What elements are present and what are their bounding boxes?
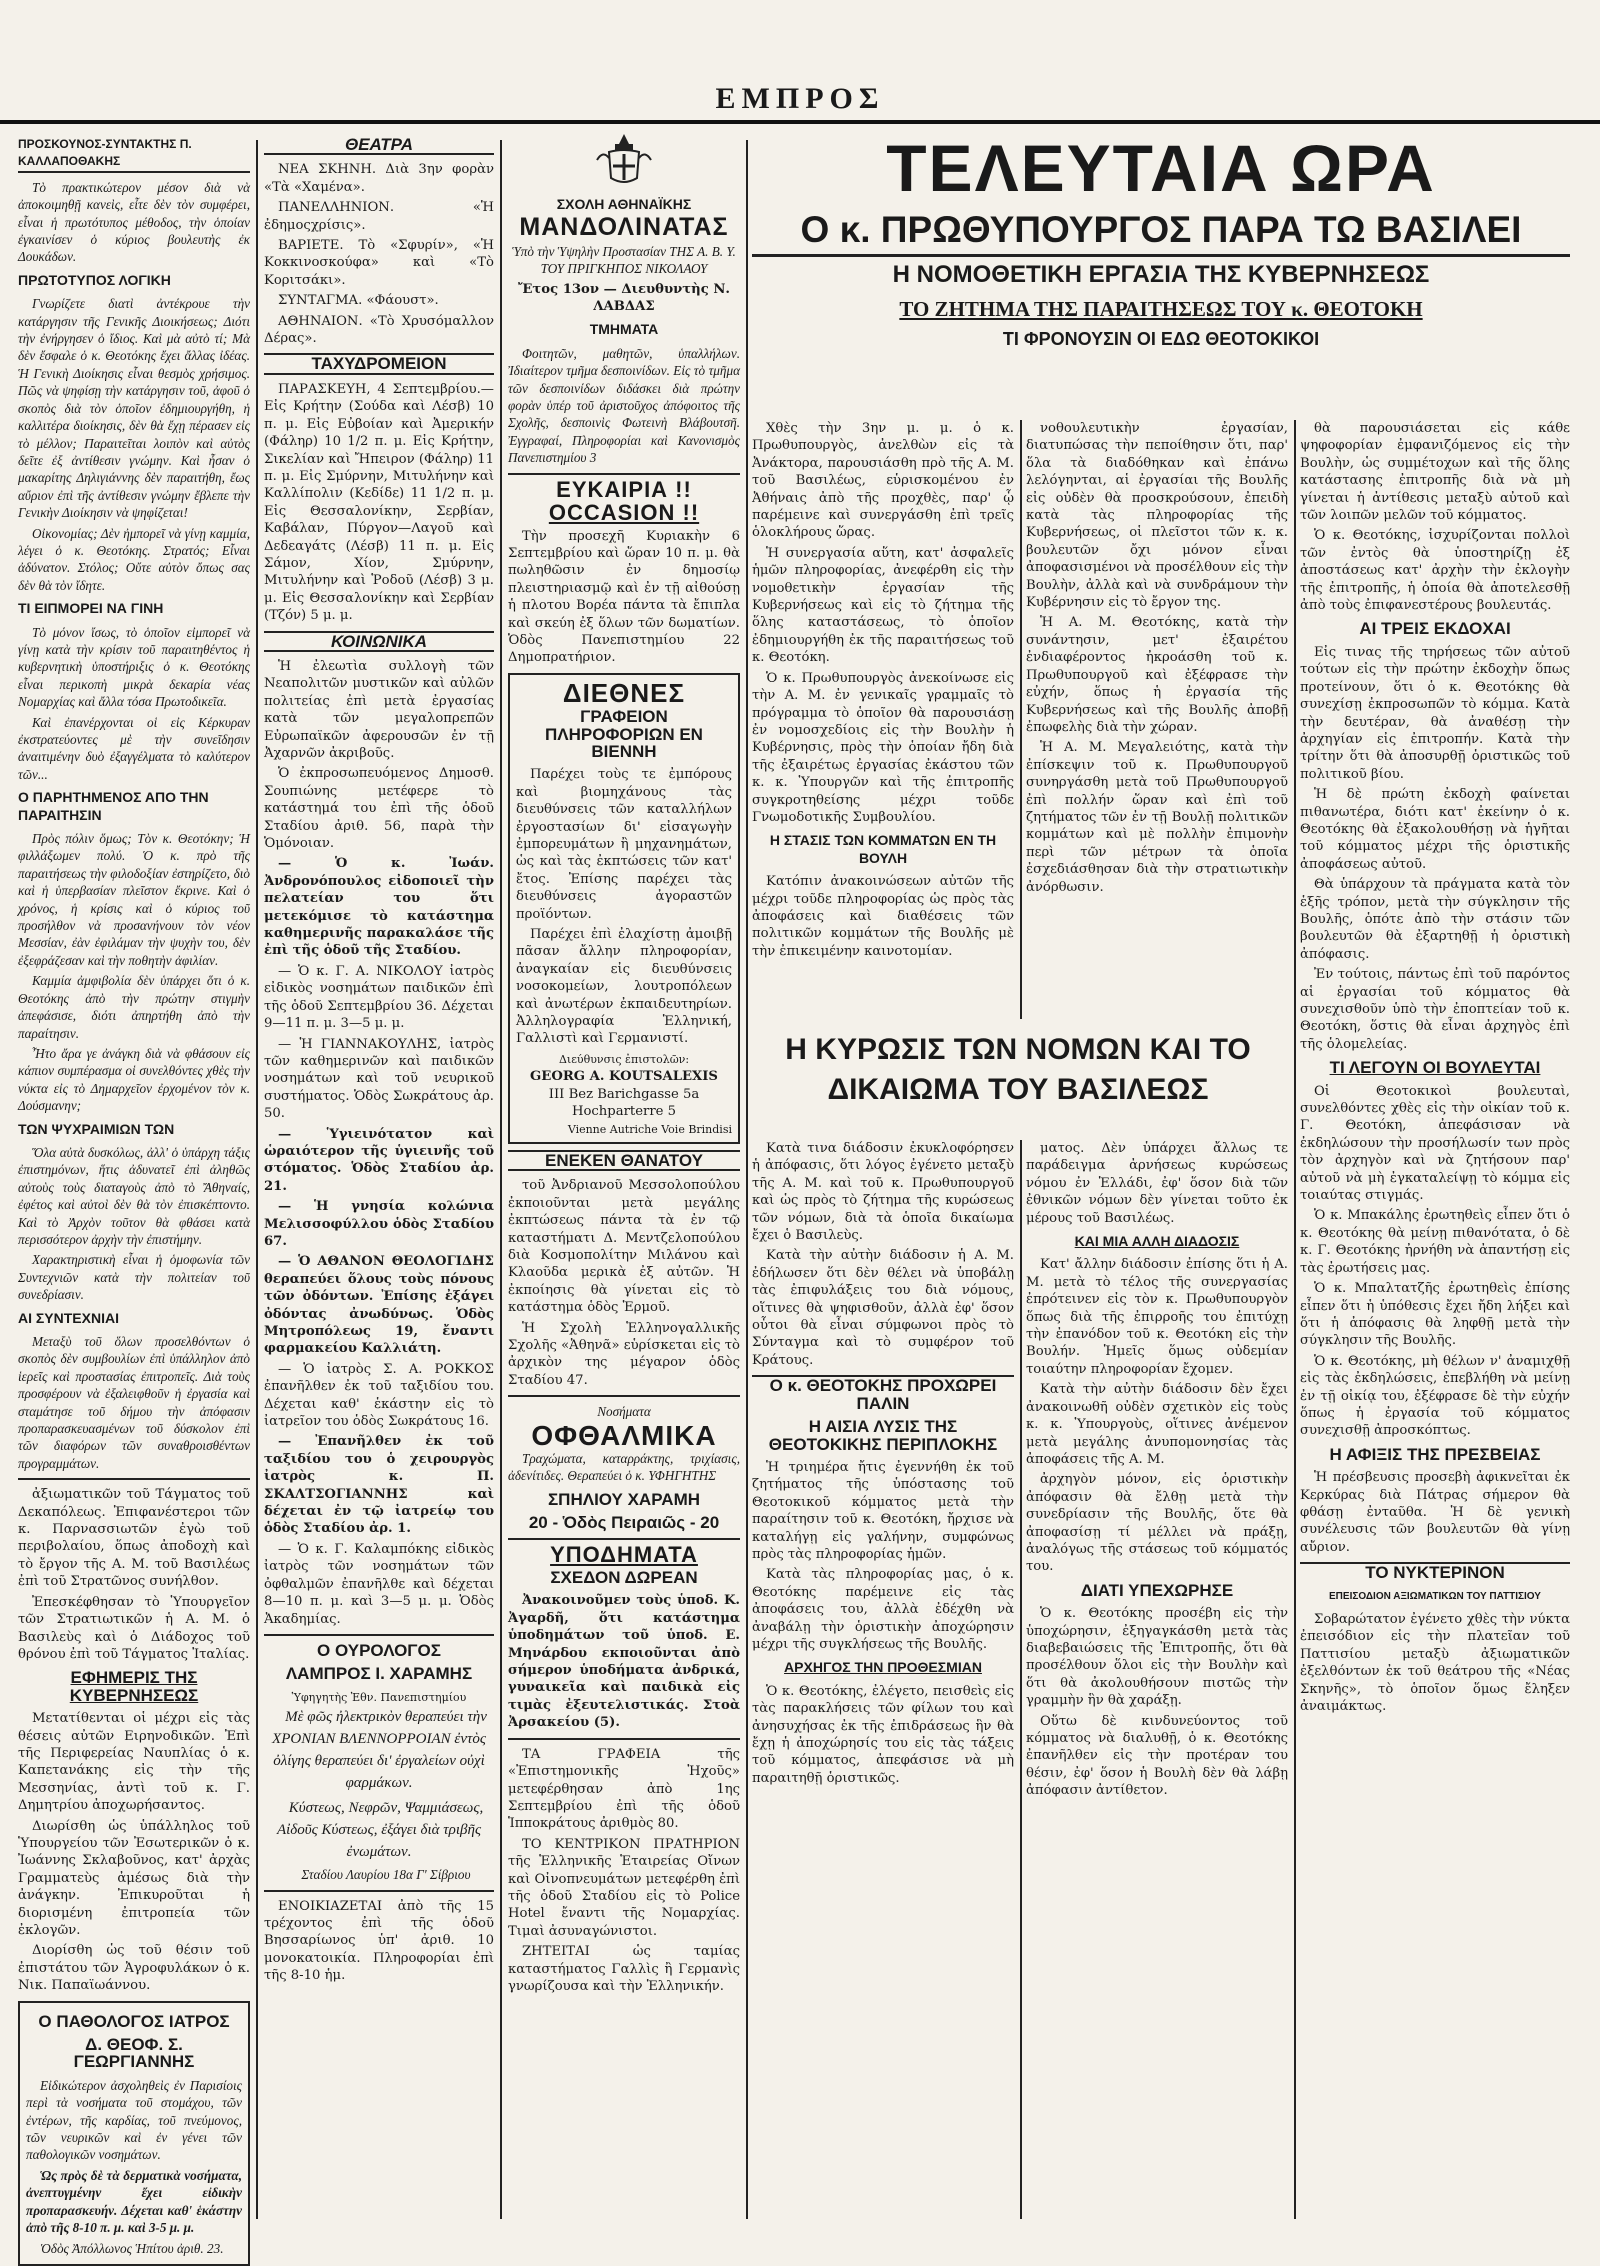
- ad-title: ΕΝΕΚΕΝ ΘΑΝΑΤΟΥ: [508, 1150, 740, 1171]
- ad-address: Vienne Autriche Voie Brindisi: [567, 1122, 732, 1136]
- article-paragraph: — Ἡ ΓΙΑΝΝΑΚΟΥΛΗΣ, ἰατρὸς τῶν καθημερινῶν καὶ παιδικῶν νοσημάτων καὶ τοῦ νευρικοῦ συστήματος. Ὁδὸς Σωκράτους ἀρ. 50.: [264, 1036, 494, 1122]
- article-paragraph: Σοβαρώτατον ἐγένετο χθὲς τὴν νύκτα ἐπεισόδιον εἰς τὴν πλατεῖαν τοῦ Παττισίου μεταξὺ ἀξιωματικῶν ἐξελθόντων ἐκ τοῦ θεάτρου τῆς «Νέας Σκηνῆς», τὸ ὁποῖον ὅμως ἔληξεν ἀναιμάκτως.: [1300, 1612, 1570, 1715]
- article-paragraph: ΠΑΡΑΣΚΕΥΗ, 4 Σεπτεμβρίου.—Εἰς Κρήτην (Σούδα καὶ Λέσβ) 10 π. μ. Εἰς Εὐβοίαν καὶ Ἀμερικήν (Φάληρ) 10 1/2 π. μ. Εἰς Κρήτην, Σικελίαν καὶ Ἤπειρον (Φάληρ) 11 π. μ. Εἰς Σμύρνην, Μιτυλήνην καὶ Καλλίπολιν (Κεδίδε) 11 1/2 π. μ. Εἰς Θεσσαλονίκην, Σερβίαν, Καβάλαν, Πύργον—Λαγοῦ καὶ Δεδεαγάτς (Λέσβ) 11 π. μ. Εἰς Σάμον, Χίον, Σμύρνην, Μιτυλήνην καὶ Ῥοδοῦ (Λέσβ) 3 μ. μ. Εἰς Θεσσαλονίκην καὶ Σερβίαν (Τζόν) 5 μ. μ.: [264, 381, 494, 624]
- article-paragraph: Ὁ ἐκπροσωπευόμενος Δημοσθ. Σουπιώνης μετέφερε τὸ κατάστημά του ἐπὶ τῆς ὁδοῦ Σταδίου ἀριθ. 56, παρὰ τὴν Ὁμόνοιαν.: [264, 766, 494, 852]
- lede-paragraph: Τὸ πρακτικώτερον μέσον διὰ νὰ ἀποκοιμηθῇ κανεὶς, εἶτε δὲν τὸν συμφέρει, εἶναι ἡ πρωτότυπος μέθοδος, τὴν ὁποίαν ἐγκαινίσεν ὁ κύριος βουλευτὴς ἐκ Δουκάδων.: [18, 179, 250, 265]
- column-rule: [1020, 1140, 1022, 2219]
- ad-title: ΜΑΝΔΟΛΙΝΑΤΑΣ: [519, 213, 729, 242]
- article-paragraph: Ὁ κ. Μπαλτατζῆς ἐρωτηθεὶς ἐπίσης εἶπεν ὅτι ἡ ὑπόθεσις ἔχει ἤδη λήξει καὶ ὅτι ἡ ἀπόφασις θὰ ληφθῇ μετὰ τὴν σύγκλησιν τῆς Βουλῆς.: [1300, 1281, 1570, 1349]
- headline: Η ΝΟΜΟΘΕΤΙΚΗ ΕΡΓΑΣΙΑ ΤΗΣ ΚΥΒΕΡΝΗΣΕΩΣ: [892, 261, 1430, 288]
- article-paragraph: Οἰκονομίας; Δὲν ἠμπορεῖ νὰ γίνῃ καμμία, λέγει ὁ κ. Θεοτόκης. Στρατός; Εἶναι ἀδύνατον. Στόλος; Οὔτε αὐτὸν ὄπως σας δὲν θὰ τὸν ἴδητε.: [18, 525, 250, 593]
- ad-subtitle: ΣΧΕΔΟΝ ΔΩΡΕΑΝ: [550, 1568, 698, 1588]
- ad-box-diethnes: [508, 673, 740, 1144]
- ad-title: ΔΙΕΘΝΕΣ: [562, 677, 686, 708]
- article-paragraph: Τὸ μόνον ἴσως, τὸ ὁποῖον εἰμπορεῖ νὰ γίνῃ κατὰ τὴν κρίσιν τοῦ παραιτηθέντος ἡ κυβερνητικὴ ὑποστήριξις ὁ κ. Θεοτόκης εἶναι περικοπὴ μικρὰ δεκαρία νέας Νομαρχίας καὶ ἄλλα τόσα Πρωτοδικεῖα.: [18, 624, 250, 710]
- classified-ad: ΤΑ ΓΡΑΦΕΙΑ τῆς «Ἐπιστημονικῆς Ἠχοῦς» μετεφέρθησαν ἀπὸ 1ης Σεπτεμβρίου ἐπὶ τῆς ὁδοῦ Ἱπποκράτους ἀριθμὸς 80.: [508, 1746, 740, 1832]
- ad-text: τοῦ Ἀνδριανοῦ Μεσσολοπούλου ἐκποιοῦνται μετὰ μεγάλης ἐκπτώσεως πάντα τὰ ἐν τῷ καταστήματι Δ. Μεντζελοπούλου διὰ Κοσμοπολίτην Μιλάνου καὶ Κλαοῦδα μερικὰ ἐξ αὐτῶν. Ἡ ἐκποίησις θὰ γίνεται εἰς τὸ κατάστημα ὁδὸς Ἑρμοῦ.: [508, 1178, 740, 1316]
- column-rule: [256, 140, 258, 2219]
- article-paragraph: Ἡ πρέσβευσις προσεβὴ ἀφικνεῖται ἐκ Κερκύρας διὰ Πάτρας σήμερον θὰ φθάσῃ ἐνταῦθα. Ἡ δὲ γενικὴ συνέλευσις τῶν βουλευτῶν θὰ γίνῃ αὔριον.: [1300, 1470, 1570, 1555]
- article-paragraph: Καὶ ἐπανέρχονται οἱ εἰς Κέρκυραν ἐκστρατεύοντες μὲ τὴν συνεῖδησιν ἀναιτιμένην δυὸ ἐξαγγέλματα τὸ καλύτερον τῶν...: [18, 714, 250, 782]
- column-5b: [1026, 1140, 1288, 2229]
- article-paragraph: Ἡ Α. Μ. Θεοτόκης, κατὰ τὴν συνάντησιν, μετ' ἐξαιρέτου ἐνδιαφέροντος ἠκροάσθη τοῦ κ. Πρωθυπουργοῦ καὶ ἐξέφρασε τὴν εὐχήν, ὅπως ἡ ἐργασία τῆς Κυβερνήσεως καὶ τῆς Βουλῆς ἀποβῇ ἐπωφελὴς διὰ τὴν χώραν.: [1026, 615, 1288, 735]
- article-paragraph: ἀρχηγὸν μόνον, εἰς ὁριστικὴν ἀπόφασιν θὰ ἔλθῃ μετὰ τὴν συνεδρίασιν τῆς Βουλῆς, ὅτε θὰ ἀποφασίσῃ τί μέλλει νὰ πράξῃ, ἀναλόγως τῆς στάσεως τοῦ κόμματός του.: [1026, 1472, 1288, 1575]
- subheading: ΕΠΕΙΣΟΔΙΟΝ ΑΞΙΩΜΑΤΙΚΩΝ ΤΟΥ ΠΑΤΤΙΣΙΟΥ: [1329, 1590, 1541, 1602]
- banner-headline-block: [752, 130, 1570, 353]
- column-header: ΠΡΟΣΚΟΥΝΟΣ-ΣΥΝΤΑΚΤΗΣ Π. ΚΑΛΛΑΠΟΘΑΚΗΣ: [18, 136, 250, 173]
- article-paragraph: Ἦτο ἄρα γε ἀνάγκη διὰ νὰ φθάσουν εἰς κάπιον συμπέρασμα οἱ συνελθόντες χθὲς τὴν νύκτα εἰς τὸ Δημαρχεῖον ἐρχομένον τὸν κ. Δούσμανην;: [18, 1045, 250, 1114]
- article-paragraph: — Ὁ ἰατρὸς Σ. Α. ΡΟΚΚΟΣ ἐπανῆλθεν ἐκ τοῦ ταξιδίου του. Δέχεται καθ' ἑκάστην εἰς τὸ ἰατρεῖον του ὁδὸς Σωκράτους 16.: [264, 1361, 494, 1430]
- column-6: [1300, 420, 1570, 2229]
- divider: [264, 1634, 494, 1636]
- subheading: ΤΙ ΛΕΓΟΥΝ ΟΙ ΒΟΥΛΕΥΤΑΙ: [1329, 1058, 1541, 1078]
- article-paragraph: Ἡ τριημέρα ἤτις ἐγεννήθη ἐκ τοῦ ζητήματος τῆς ὑπόστασης τοῦ Θεοτοκικοῦ κόμματος μετὰ τὴν παραίτησιν τοῦ κ. Θεοτόκη, ἤρχισε νὰ καταλήγῃ εἰς γαλήνην, συμφώνως πρὸς τὰς πληροφορίας ἡμῶν.: [752, 1459, 1014, 1562]
- ad-title: OCCASION !!: [548, 500, 700, 526]
- ad-text: Εἰδικώτερον ἀσχοληθεὶς ἐν Παρισίοις περὶ τὰ νοσήματα τοῦ στομάχου, τῶν ἐντέρων, τῆς καρδίας, τοῦ πνεύμονος, τῶν νευρικῶν καὶ ἐν γένει τῶν παθολογικῶν νοσημάτων.: [26, 2077, 242, 2163]
- article-paragraph: Κατόπιν ἀνακοινώσεων αὐτῶν τῆς μέχρι τοῦδε πληροφορίας ὡς πρὸς τὰς ἀποφάσεις καὶ διαθέσεις τῶν πολιτικῶν κομμάτων τῆς Βουλῆς μὲ τὴν ἐπικειμένην καινοτομίαν.: [752, 874, 1014, 959]
- article-paragraph: — Ὑγιεινότατον καὶ ὡραιότερον τῆς ὑγιεινῆς τοῦ στόματος. Ὁδὸς Σταδίου ἀρ. 21.: [264, 1126, 494, 1194]
- ad-text: Παρέχει τοὺς τε ἐμπόρους καὶ βιομηχάνους τὰς διευθύνσεις τῶν καταλλήλων ἐργοστασίων δι' εἰσαγωγὴν ἐμπορευμάτων ἢ μηχανημάτων, ὡς καὶ τὰς ἐκπτώσεις τῶν κατ' ἔτος. Ἐπίσης παρέχει τὰς διευθύνσεις ἀγοραστῶν προϊόντων.: [516, 767, 732, 922]
- ad-text: Ὑπὸ τὴν Ὑψηλὴν Προστασίαν ΤΗΣ Α. Β. Υ. ΤΟΥ ΠΡΙΓΚΗΠΟΣ ΝΙΚΟΛΑΟΥ: [512, 243, 736, 277]
- ad-name: GEORG A. KOUTSALEXIS: [530, 1069, 718, 1085]
- divider: [18, 1478, 250, 1480]
- ad-text: Ὡς πρὸς δὲ τὰ δερματικὰ νοσήματα, ἀνεπτυγμένην ἔχει εἰδικὴν προπαρασκευήν. Δέχεται καθ' ἑκάστην ἀπὸ τῆς 8-10 π. μ. καὶ 3-5 μ. μ.: [26, 2167, 242, 2236]
- column-rule: [1020, 420, 1022, 1019]
- article-paragraph: Ἡ Α. Μ. Μεγαλειότης, κατὰ τὴν ἐπίσκεψιν τοῦ κ. Πρωθυπουργοῦ συνηργάσθη μετὰ τοῦ Πρωθυπουργοῦ ἐπὶ πολλήν ὥραν καὶ ἐπὶ τοῦ ζητήματος τῶν ἐν τῇ Βουλῇ πολιτικῶν κομμάτων καὶ μὲ πολλὴν ἐπιμονὴν περὶ τῶν μέτρων τὰ ὁποῖα ἐσχεδιάσθησαν διὰ τὴν στρατιωτικὴν ἀνόρθωσιν.: [1026, 740, 1288, 895]
- divider: [508, 1395, 740, 1397]
- ad-subtitle: ΓΡΑΦΕΙΟΝ ΠΛΗΡΟΦΟΡΙΩΝ ΕΝ ΒΙΕΝΝΗ: [545, 707, 703, 761]
- article-paragraph: ματος. Δὲν ὑπάρχει ἄλλως τε παράδειγμα ἀρνήσεως κυρώσεως νόμου ἐν Ἑλλάδι, ἐφ' ὅσον διὰ τῶν ἐθνικῶν νόμων δὲν γίνεται τοῦτο ἐκ μέρους τοῦ Βασιλέως.: [1026, 1141, 1288, 1226]
- ad-heading: Ο ΠΑΘΟΛΟΓΟΣ ΙΑΤΡΟΣ: [38, 2011, 230, 2031]
- article-paragraph: Κατὰ τὴν αὐτὴν διάδοσιν ἡ Α. Μ. ἐδήλωσεν ὅτι δὲν θέλει νὰ ὑποβάλῃ τὰς ἐπιφυλάξεις του διὰ νόμους, οἵτινες θὰ ψηφισθοῦν, ἀλλὰ ἐφ' ὅσον οὗτοι θὰ εἶναι σύμφωνοι πρὸς τὸ Σύνταγμα καὶ τὸ συμφέρον τοῦ Κράτους.: [752, 1248, 1014, 1368]
- banner-headline: ΤΕΛΕΥΤΑΙΑ ΩΡΑ: [886, 131, 1436, 205]
- ad-text: Φοιτητῶν, μαθητῶν, ὑπαλλήλων. Ἰδιαίτερον τμῆμα δεσποινίδων. Εἰς τὸ τμῆμα τῶν δεσποινίδων διδάσκει διὰ πρώτην φορὰν ὑπέρ τοῦ ἀριστοῦχος ἀπόφοιτος τῆς Σχολῆς, δεσποινὶς Φωτεινὴ Βλάβουτσῆ. Ἐγγραφαί, Πληροφορίαι καὶ Κανονισμὸς Πανεπιστημίου 3: [508, 345, 740, 466]
- divider: [508, 473, 740, 475]
- article-paragraph: Ὁ κ. Πρωθυπουργὸς ἀνεκοίνωσε εἰς τὴν Α. Μ. ἐν γενικαῖς γραμμαῖς τὸ πρόγραμμα τὸ ὁποῖον θὰ παρουσιάσῃ ἐν νομοσχεδίοις εἰς τὴν Βουλὴν ἡ Κυβέρνησις, πρὸς τὴν ὁποίαν ἤδη διὰ τῆς ἐξαιρέτως ἐργασίας ἐκάστου τῶν κ. κ. Ὑπουργῶν καὶ τῆς ἐπιτροπῆς συγκροτηθείσης μέχρι τοῦδε Γνωμοδοτικῆς Συμβουλίου.: [752, 670, 1014, 825]
- subheading: ΑΙ ΣΥΝΤΕΧΝΙΑΙ: [18, 1309, 119, 1326]
- article-paragraph: — Ἐπανῆλθεν ἐκ τοῦ ταξιδίου του ὁ χειρουργὸς ἰατρὸς κ. Π. ΣΚΑΛΤΣΟΓΙΑΝΝΗΣ καὶ δέχεται ἐν τῷ ἰατρείῳ του ὁδὸς Σταδίου ἀρ. 1.: [264, 1434, 494, 1537]
- article-paragraph: Κατὰ τὴν αὐτὴν διάδοσιν δὲν ἔχει ἀνακοινωθῆ οὐδὲν σχετικὸν εἰς τοὺς κ. κ. Ὑπουργοὺς, οἵτινες ἀνέμενον μετὰ μεγάλης ἀνυπομονησίας τὰς ἀποφάσεις τῆς Α. Μ.: [1026, 1382, 1288, 1467]
- ad-text: Κύστεως, Νεφρῶν, Ψαμμιάσεως, Αἰδοῦς Κύστεως, ἐξάγει διὰ τριβῆς ἐνωμάτων.: [276, 1800, 484, 1861]
- article-paragraph: Χθὲς τὴν 3ην μ. μ. ὁ κ. Πρωθυπουργὸς, ἀνελθὼν εἰς τὰ Ἀνάκτορα, παρουσιάσθη πρὸ τῆς Α. Μ. τοῦ Βασιλέως, εὑρισκομένου ἐν Ἀθήναις ἀπὸ τῆς προχθὲς, παρ' ᾧ παρέμεινε καὶ συνεργάσθη ἐπὶ τρεῖς ὁλοκλήρους ὥρας.: [752, 421, 1014, 541]
- article-paragraph: Ἡ συνεργασία αὕτη, κατ' ἀσφαλεῖς ἡμῶν πληροφορίας, ἀνεφέρθη εἰς τὴν νομοθετικὴν ἐργασίαν τῆς Κυβερνήσεως καὶ εἰς τὸ ζήτημα τῆς ὅλης καταστάσεως, τὸ ὁποῖον ἐδημιουργήθη ἐκ τῆς παραιτήσεως τοῦ κ. Θεοτόκη.: [752, 545, 1014, 666]
- article-paragraph: Ὁ κ. Μπακάλης ἐρωτηθεὶς εἶπεν ὅτι ὁ κ. Θεοτόκης θὰ μείνῃ πιθανότατα, ὁ δὲ κ. Γ. Θεοτόκης ἠρνήθη νὰ ἀπαντήσῃ εἰς τὰς ἐρωτήσεις μας.: [1300, 1208, 1570, 1276]
- column-rule: [746, 140, 748, 2219]
- article-paragraph: Μεταξὺ τοῦ ὅλων προσελθόντων ὁ σκοπὸς δὲν συμβουλίων ἐπὶ ὑπάλληλον ἀπὸ ἱερεῖς καὶ προστασίας ἐπιτροπεῖς. Διὰ τοὺς προσφέρουν νὰ ἐξαλειφθοῦν ἡ ἐργασία καὶ σταμάτησε τοῦ δήμου τὴν ἀπόφασιν προπαρασκευασμένων τοῦ δύσκολον ἐπὶ τῶν διαφόρων τῶν συναθροισθέντων προγραμμάτων.: [18, 1334, 250, 1471]
- classified-ad: ΖΗΤΕΙΤΑΙ ὡς ταμίας καταστήματος Γαλλὶς ἢ Γερμανὶς γνωρίζουσα καὶ τὴν Ἑλληνικήν.: [508, 1944, 740, 1994]
- listing-item: ΒΑΡΙΕΤΕ. Τὸ «Σφυρίν», «Ἡ Κοκκινοσκούφα» καὶ «Τὸ Κοριτσάκι».: [264, 238, 494, 288]
- article-paragraph: Κατ' ἄλλην διάδοσιν ἐπίσης ὅτι ἡ Α. Μ. μετὰ τὸ τέλος τῆς συνεργασίας ἐπρότεινεν εἰς τὸν κ. Πρωθυπουργὸν ὅπως διὰ τῆς ἐπιρροῆς του ἐπιτύχῃ τὴν ἐπανόδον τοῦ κ. Θεοτόκη εἰς τὴν Βουλήν. Ἡμεῖς ὅμως οὐδεμίαν τοιαύτην πληροφορίαν ἔχομεν.: [1026, 1257, 1288, 1377]
- ad-title: ΟΦΘΑΛΜΙΚΑ: [531, 1419, 717, 1451]
- article-paragraph: Κατὰ τινα διάδοσιν ἐκυκλοφόρησεν ἡ ἀπόφασις, ὅτι λόγος ἐγένετο μεταξὺ τῆς Α. Μ. καὶ τοῦ κ. Πρωθυπουργοῦ καὶ ὡς πρὸς τὸ ζήτημα τῆς κυρώσεως τῶν νόμων, διὰ τὰ ὁποῖα δικαίωμα ἔχει ὁ Βασιλεὺς.: [752, 1141, 1014, 1244]
- article-paragraph: Ὅλα αὐτὰ δυσκόλως, ἀλλ' ὁ ὑπάρχη τάξις ἐπιστημόνων, ἥτις ἀδυνατεῖ ἐπὶ ἀληθῶς αὐτοὺς τοὺς διαταγοὺς ἀπὸ τὸ Ἄθηναίς, ἐφέτος καὶ αὐτοὶ δὲν θὰ τὸν ἐπισκέπτοντο. Καὶ τὸ Ἀρχὸν τοῦτον θὰ φθάσει κατὰ περισσότερον ἀρχὴν τὴν ἐπιστήμην.: [18, 1144, 250, 1247]
- ad-text: Τὴν προσεχῆ Κυριακὴν 6 Σεπτεμβρίου καὶ ὥραν 10 π. μ. θὰ πωληθῶσιν ἐν δημοσίῳ πλειστηριασμῷ καὶ ἐν τῇ αἰθούσῃ ἡ πλοτου Βορέα πάντα τὰ ἔπιπλα καὶ σκεύη ἐξ ὅλων τῶν δωματίων. Ὁδὸς Πανεπιστημίου 22 Δημοπρατήριον.: [508, 528, 740, 666]
- column-1: [18, 130, 250, 2256]
- headline: Η ΑΙΣΙΑ ΛΥΣΙΣ ΤΗΣ ΘΕΟΤΟΚΙΚΗΣ ΠΕΡΙΠΛΟΚΗΣ: [768, 1417, 998, 1454]
- article-paragraph: Διωρίσθη ὡς ὑπάλληλος τοῦ Ὑπουργείου τῶν Ἐσωτερικῶν ὁ κ. Ἰωάννης Σκλαβοῦνος, κατ' ἀρχὰς Γραμματεὺς ἀμέσως διὰ τὴν ἀνάγκην. Ἐπικυροῦται ἡ διορισμένη ἐπιτροπεία τῶν ἐκλογῶν.: [18, 1818, 250, 1938]
- ad-text: Ἡ Σχολὴ Ἑλληνογαλλικῆς Σχολῆς «Ἀθηνᾶ» εὑρίσκεται εἰς τὸ ἀρχικὸν της μέγαρον ὁδὸς Σταδίου 47.: [508, 1320, 740, 1388]
- kyrosis-headline-block: [752, 1030, 1284, 1110]
- ad-name: ΛΑΜΠΡΟΣ Ι. ΧΑΡΑΜΗΣ: [285, 1664, 473, 1684]
- ad-name: Δ. ΘΕΟΦ. Σ. ΓΕΩΡΓΙΑΝΝΗΣ: [73, 2035, 195, 2072]
- article-paragraph: — Ὁ ΑΘΑΝΟΝ ΘΕΟΛΟΓΙΔΗΣ θεραπεύει ὅλους τοὺς πόνους τῶν ὀδόντων. Ἐπίσης ἐξάγει ὀδόντας ἀνωδύνως. Ὁδὸς Μητροπόλεως 19, ἔναντι φαρμακείου Καλλιάτη.: [264, 1254, 494, 1357]
- article-paragraph: Καμμία ἀμφιβολία δὲν ὑπάρχει ὅτι ὁ κ. Θεοτόκης ἀπὸ τὴν πρώτην στιγμὴν ἀπεφάσισε, διότι ἀπηρτήθη ἀπὸ τὴν παραίτησιν.: [18, 973, 250, 1041]
- section-heading: ΤΑΧΥΔΡΟΜΕΙΟΝ: [264, 353, 494, 374]
- article-paragraph: Ἐν τούτοις, πάντως ἐπὶ τοῦ παρόντος αἱ ἐργασίαι τοῦ κόμματος θὰ συνεχισθοῦν ὑπὸ τὴν ἐποπτείαν τοῦ κ. Θεοτόκη, ὅστις θὰ εἶναι ἀρχηγὸς ἐπὶ τῆς ὁλομελείας.: [1300, 967, 1570, 1052]
- classified-ad: ΕΝΟΙΚΙΑΖΕΤΑΙ ἀπὸ τῆς 15 τρέχοντος ἐπὶ τῆς ὁδοῦ Βησσαρίωνος ὑπ' ἀριθ. 10 μονοκατοικία. Πληροφορίαι ἐπὶ τῆς 8-10 ἡμ.: [264, 1898, 494, 1984]
- column-3: [508, 130, 740, 2229]
- subheading: ΠΡΩΤΟΤΥΠΟΣ ΛΟΓΙΚΗ: [18, 271, 171, 288]
- ad-heading: Ο ΟΥΡΟΛΟΓΟΣ: [317, 1640, 441, 1660]
- headline: ΤΙ ΦΡΟΝΟΥΣΙΝ ΟΙ ΕΔΩ ΘΕΟΤΟΚΙΚΟΙ: [1002, 329, 1320, 349]
- article-paragraph: Μετατίθενται οἱ μέχρι εἰς τὰς θέσεις αὐτῶν Ειρηνοδικῶν. Ἐπὶ τῆς Περιφερείας Ναυπλίας ὁ κ. Καπετανάκης εἰς τὴν τῆς Μεσσηνίας, ἀντὶ τοῦ κ. Γ. Δημητρίου ἀποχωρήσαντος.: [18, 1711, 250, 1814]
- column-2: [264, 130, 494, 2229]
- article-paragraph: Διορίσθη ὡς τοῦ θέσιν τοῦ ἐπιστάτου τῶν Ἀγροφυλάκων ὁ κ. Νικ. Παπαϊωάννου.: [18, 1943, 250, 1994]
- masthead-rule: [0, 120, 1600, 124]
- subheading: Η ΣΤΑΣΙΣ ΤΩΝ ΚΟΜΜΑΤΩΝ ΕΝ ΤΗ ΒΟΥΛΗ: [769, 832, 997, 866]
- subheading: ΤΙ ΕΙΠΜΟΡΕΙ ΝΑ ΓΙΝΗ: [18, 600, 164, 617]
- ad-subheading: ΤΜΗΜΑΤΑ: [589, 321, 659, 338]
- article-paragraph: Θὰ ὑπάρχουν τὰ πράγματα κατὰ τὸν ἑξῆς τρόπον, μετὰ τὴν σύγκλησιν τῆς Βουλῆς, ὁπότε ἀπὸ τὴν στάσιν τῶν βουλευτῶν θὰ ἐξαρτηθῇ ἡ ὁριστικὴ ἀπόφασις.: [1300, 877, 1570, 962]
- divider: [508, 1538, 740, 1540]
- article-paragraph: Πρὸς πόλιν ὅμως; Τὸν κ. Θεοτόκην; Ἡ φιλλάξωμεν πολύ. Ὁ κ. πρὸ τῆς παραιτήσεως τὴν φιλοδοξίαν ἐστηρίζετο, διὸ καὶ ἡ ὑπερβασίαν πλεῖστον ἔκρινε. Καὶ ὁ χρόνος, ἡ κρίσις καὶ ὁ κύριος τοῦ προσήλθον νὰ προσανήνουν τὸν νέον Μεσσίαν, ἐὰν ἐφιλάμαν τὴν ψυχὴν του, δὲν ἐξεφράζεσαν καὶ τὴν ποθητὴν ἀφιλίαν.: [18, 831, 250, 968]
- article-paragraph: Ἐπεσκέφθησαν τὸ Ὑπουργεῖον τῶν Στρατιωτικῶν ἡ Α. Μ. ὁ Βασιλεὺς καὶ ὁ Διάδοχος τοῦ θρόνου ἐπὶ τοῦ Τάγματος Ἰταλίας.: [18, 1594, 250, 1662]
- subheading: ΔΙΑΤΙ ΥΠΕΧΩΡΗΣΕ: [1080, 1580, 1234, 1600]
- headline: ΤΟ ΖΗΤΗΜΑ ΤΗΣ ΠΑΡΑΙΤΗΣΕΩΣ ΤΟΥ κ. ΘΕΟΤΟΚΗ: [899, 297, 1423, 321]
- article-paragraph: θὰ παρουσιάσεται εἰς κάθε ψηφοφορίαν ἐμφανιζόμενος εἰς τὴν Βουλὴν, ὡς συμμέτοχων καὶ τῆς ὅλης κατάστασης ἐπιτροπῆς διὰ νὰ μὴ γίνεται ἡ ἀντίθεσις μεταξὺ αὐτοῦ καὶ τῶν λοιπῶν μελῶν τοῦ κόμματος.: [1300, 421, 1570, 524]
- ad-text: Ἔτος 13ον — Διευθυντὴς Ν. ΛΑΒΔΑΣ: [518, 281, 730, 315]
- article-paragraph: — Ἡ γνησία κολώνια Μελισσοφύλλου ὁδὸς Σταδίου 67.: [264, 1199, 494, 1249]
- subheading: ΚΑΙ ΜΙΑ ΑΛΛΗ ΔΙΑΔΟΣΙΣ: [1074, 1233, 1240, 1250]
- article-paragraph: Οὕτω δὲ κινδυνεύοντος τοῦ κόμματος νὰ διαλυθῇ, ὁ κ. Θεοτόκης ἐπανῆλθεν εἰς τὴν προτέραν του θέσιν, ἐφ' ὅσον ἡ Βουλὴ δὲν θὰ λάβῃ ἀπόφασιν ἀντίθετον.: [1026, 1713, 1288, 1799]
- subheading: ΤΩΝ ΨΥΧΡΑΙΜΙΩΝ ΤΩΝ: [18, 1120, 175, 1137]
- article-paragraph: — Ὁ κ. Γ. Α. ΝΙΚΟΛΟΥ ἰατρὸς εἰδικὸς νοσημάτων παιδικῶν ἐπὶ τῆς ὁδοῦ Σεπτεμβρίου 36. Δέχεται 9—11 π. μ. 3—5 μ. μ.: [264, 963, 494, 1032]
- headline: Ο κ. ΘΕΟΤΟΚΗΣ ΠΡΟΧΩΡΕΙ ΠΑΛΙΝ: [752, 1375, 1014, 1412]
- article-paragraph: Ὁ κ. Θεοτόκης, ἰσχυρίζονται πολλοὶ τῶν ἐντὸς θὰ ὑποστηρίζῃ ἐξ ἀποστάσεως κατ' ἀρχὴν τὴν ἐκλογὴν τῆς ἐπιτροπῆς, ἡ ὁποία θὰ ἀποτελεσθῇ ἀπὸ τοὺς ἐπιφανεστέρους βουλευτάς.: [1300, 528, 1570, 614]
- ad-box-iatros: [18, 2001, 250, 2266]
- ad-address: Ὁδὸς Ἀπόλλωνος Ἡπίτου ἀριθ. 23.: [40, 2240, 224, 2256]
- divider: [264, 1890, 494, 1892]
- ad-title: ΕΥΚΑΙΡΙΑ !!: [556, 476, 692, 502]
- article-paragraph: Ὁ κ. Θεοτόκης, μὴ θέλων ν' ἀναμιχθῇ εἰς τὰς ἐκδηλώσεις, ἐπεβλήθη νὰ μείνῃ ἐν τῇ οἰκίᾳ του, ἐξέφρασε δὲ τὴν εὐχήν ὅπως ἡ ἐργασία τοῦ κόμματος συνεχισθῇ ἀπροσκόπτως.: [1300, 1353, 1570, 1439]
- column-4b: [752, 1140, 1014, 2229]
- article-paragraph: — Ὁ κ. Ἰωάν. Ἀνδρονόπουλος εἰδοποιεῖ τὴν πελατείαν του ὅτι μετεκόμισε τὸ κατάστημα καθημερινῆς παρακαλάσε τῆς ἐπὶ τῆς ὁδοῦ τῆς Σταδίου.: [264, 856, 494, 959]
- article-paragraph: Γνωρίζετε διατὶ ἀντέκρουε τὴν κατάργησιν τῆς Γενικῆς Διοικήσεως; Διότι τὴν ἐνήργησεν ὁ ἴδιος. Καὶ μὰ αὐτὸ τί; Μὰ δὲν ἔσφαλε ὁ κ. Θεοτόκης ἔχει ἄλλας ἰδέας. Ἡ Γενικὴ Διοίκησις εἶναι θεσμὸς χρήσιμος. Πῶς νὰ ψηφίσῃ τὴν κατάργησιν τοῦ, ἀφοῦ ὁ σκοπὸς διὰ τὸν ὁποῖον ἐδημιουργήθη, ἡ καλλιτέρα διοίκησις, δὲν θὰ ἔχῃ πέρασεν εἰς τὸ μέλλον; Παραιτεῖται λοιπὸν καὶ αὐτὸς δεῖτε ἐξ ἀντίθεσιν γνώμην. Καὶ ἦσαν ὁ μακαρίτης Δηλιγιάννης δὲν παραιτήθη, ἔως αὔριον ἐπὶ τῆς ἀντίθεσιν γνώμην ἔβλεπε τὴν Γενικὴν Διοίκησιν νὰ ψηφίζεται!: [18, 296, 250, 521]
- article-paragraph: Ὁ κ. Θεοτόκης, ἐλέγετο, πεισθεὶς εἰς τὰς παρακλήσεις τῶν φίλων του καὶ ἀνησυχήσας ἐκ τῆς ἐπιδράσεως ἣν θὰ ἔχῃ ἡ ἀποχώρησίς του εἰς τὰς τάξεις τοῦ κόμματος, ἀπεφάσισε νὰ μὴ παραιτηθῇ ὁριστικῶς.: [752, 1683, 1014, 1786]
- article-paragraph: — Ὁ κ. Γ. Καλαμπόκης εἰδικὸς ἰατρὸς τῶν νοσημάτων τῶν ὀφθαλμῶν ἐπανῆλθε καὶ δέχεται 8—10 π. μ. καὶ 3—5 μ. μ. Ὁδὸς Ἀκαδημίας.: [264, 1541, 494, 1627]
- divider: [508, 1738, 740, 1740]
- article-paragraph: Κατὰ τὰς πληροφορίας μας, ὁ κ. Θεοτόκης παρέμεινε εἰς τὰς ἀποφάσεις του, ἀλλὰ ἐδέχθη νὰ ἀναβάλῃ τὴν ὁριστικὴν ἀποχώρησιν μέχρι τῆς συγκλήσεως τῆς Βουλῆς.: [752, 1567, 1014, 1652]
- column-5: [1026, 420, 1288, 1019]
- ad-text: Μὲ φῶς ἠλεκτρικὸν θεραπεύει τὴν ΧΡΟΝΙΑΝ ΒΛΕΝΝΟΡΡΟΙΑΝ ἐντὸς ὀλίγης θεραπεύει δι' ἐργαλείων οὐχὶ φαρμάκων.: [272, 1709, 487, 1792]
- ad-address: 20 - Ὁδὸς Πειραιῶς - 20: [528, 1513, 720, 1533]
- masthead: [0, 0, 1600, 150]
- listing-item: ΣΥΝΤΑΓΜΑ. «Φάουστ».: [278, 293, 439, 309]
- listing-item: ΝΕΑ ΣΚΗΝΗ. Διὰ 3ην φορὰν «Τὰ «Χαμένα».: [264, 162, 494, 195]
- article-paragraph: Οἱ Θεοτοκικοὶ βουλευταὶ, συνελθόντες χθὲς εἰς τὴν οἰκίαν τοῦ κ. Γ. Θεοτόκη, ἀπεφάσισαν νὰ ἐκδηλώσουν τὴν προσήλωσίν των πρὸς τὸν ἀρχηγὸν καὶ νὰ ζητήσουν παρ' αὐτοῦ νὰ μὴ ἐγκαταλείψῃ τὸ κόμμα εἰς τοιαύτας στιγμάς.: [1300, 1083, 1570, 1204]
- section-heading: ΕΦΗΜΕΡΙΣ ΤΗΣ ΚΥΒΕΡΝΗΣΕΩΣ: [69, 1668, 199, 1705]
- article-paragraph: Ἡ δὲ πρώτη ἐκδοχὴ φαίνεται πιθανωτέρα, διότι κατ' ἐκείνην ὁ κ. Θεοτόκης θὰ ἐξακολουθήσῃ νὰ ἡγῆται τοῦ κόμματος μέχρι τῆς ὁριστικῆς ἀποφάσεως αὐτοῦ.: [1300, 787, 1570, 872]
- classified-ad: ΤΟ ΚΕΝΤΡΙΚΟΝ ΠΡΑΤΗΡΙΟΝ τῆς Ἑλληνικῆς Ἑταιρείας Οἴνων καὶ Οἰνοπνευμάτων μετεφέρθη ἐπὶ τῆς ὁδοῦ Σταδίου εἰς τὸ Police Hotel ἔναντι τῆς Νομαρχίας. Τιμαὶ ἀσυναγώνιστοι.: [508, 1836, 741, 1939]
- article-paragraph: ἀξιωματικῶν τοῦ Τάγματος τοῦ Δεκαπόλεως. Ἐπιφανέστεροι τῶν κ. Παρνασσιωτῶν ἐγὼ τοῦ περιβολαίου, ὅπως ἀποδοχὴ καὶ τὸ ἔργον τῆς Α. Μ. τοῦ Βασιλέως ἐπὶ τοῦ Στρατῶνος συνήλθον.: [18, 1487, 250, 1590]
- section-heading: ΚΟΙΝΩΝΙΚΑ: [264, 631, 494, 652]
- listing-item: ΠΑΝΕΛΛΗΝΙΟΝ. «Ἡ ἐδημοςχρίσις».: [264, 200, 494, 233]
- column-rule: [500, 140, 502, 2219]
- article-paragraph: Ὁ κ. Θεοτόκης προσέβη εἰς τὴν ὑποχώρησιν, ἐξηγαγκάσθη μετὰ τὰς διαβεβαιώσεις τῆς Ἐπιτροπῆς, ὅτι θὰ προσέλθουν ὅλοι εἰς τὴν Βουλὴν καὶ ὅτι θὰ ἀκολουθήσουν πιστῶς τὴν γραμμὴν ἣν θὰ χαράξῃ.: [1026, 1606, 1288, 1709]
- ad-label: Διεύθυνσις ἐπιστολῶν:: [558, 1052, 690, 1066]
- ad-text: Τραχώματα, καταρράκτης, τριχίασις, ἀδενίτιδες. Θεραπεύει ὁ κ. ΥΦΗΓΗΤΗΣ: [508, 1451, 740, 1484]
- subheading: Ο ΠΑΡΗΤΗΜΕΝΟΣ ΑΠΟ ΤΗΝ ΠΑΡΑΙΤΗΣΙΝ: [18, 789, 209, 823]
- ad-address: Σταδίου Λαυρίου 18α Γ' Σίβριου: [301, 1867, 471, 1883]
- ad-name: ΣΠΗΛΙΟΥ ΧΑΡΑΜΗ: [547, 1489, 701, 1509]
- article-paragraph: Εἰς τινας τῆς τηρήσεως τῶν αὐτοῦ τούτων εἰς τὴν πρώτην ἐκδοχὴν ὅπως προτείνουν, ὅτι ὁ κ. Θεοτόκης θὰ συνεχίσῃ ἐκπροσωπῶν τὸ κόμμα. Κατὰ τὴν δευτέραν, θὰ ἀναθέσῃ τὴν ἀρχηγίαν εἰς ἐπιτροπήν. Κατὰ τὴν τρίτην ὅτι θὰ ἀποσυρθῇ ὁριστικῶς τοῦ πολιτικοῦ βίου.: [1300, 644, 1570, 782]
- headline: Η ΚΥΡΩΣΙΣ ΤΩΝ ΝΟΜΩΝ ΚΑΙ ΤΟ ΔΙΚΑΙΩΜΑ ΤΟΥ ΒΑΣΙΛΕΩΣ: [785, 1033, 1251, 1106]
- article-paragraph: Χαρακτηριστικὴ εἶναι ἡ ὁμοφωνία τῶν Συντεχνιῶν κατὰ τὴν πολιτείαν τοῦ συνεδρίασιν.: [18, 1252, 250, 1303]
- article-paragraph: νοθουλευτικὴν ἐργασίαν, διατυπώσας τὴν πεποίθησιν ὅτι, παρ' ὅλα τὰ διαδόθηκαν καὶ ἐπάνω λελόγηνται, αἱ ἐργασίαι τῆς Βουλῆς εἰς οὐδὲν θὰ προσκρούσουν, ἐπειδὴ κατὰ τὰς πληροφορίας τῆς Κυβερνήσεως, οἱ πλεῖστοι τῶν κ. κ. βουλευτῶν ὄχι μόνον εἶναι ἀποφασισμένοι νὰ προσέλθουν εἰς τὴν Βουλὴν, ἀλλὰ καὶ νὰ συνδράμουν τὴν Κυβέρνησιν εἰς τὸ ἔργον της.: [1026, 421, 1288, 611]
- ad-address: III Bez Barichgasse 5a Hochparterre 5: [548, 1086, 700, 1120]
- ad-text: Παρέχει ἐπὶ ἐλαχίστῃ ἀμοιβῇ πᾶσαν ἄλλην πληροφορίαν, ἀναγκαίαν εἰς διευθύνσεις νοσοκομείων, λουτροπόλεων καὶ ἀνωτέρων ἐκπαιδευτηρίων. Ἀλληλογραφία Ἑλληνική, Γαλλιστὶ καὶ Γερμανιστί.: [516, 927, 732, 1047]
- newspaper-title: ΕΜΠΡΟΣ: [715, 82, 885, 115]
- ad-label: Νοσήματα: [597, 1404, 651, 1420]
- section-heading: ΘΕΑΤΡΑ: [264, 136, 494, 155]
- ad-heading: ΣΧΟΛΗ ΑΘΗΝΑΪΚΗΣ: [556, 196, 692, 212]
- ad-text: Ἀνακοινοῦμεν τοὺς ὑποδ. Κ. Ἀγαρδῆ, ὅτι κατάστημα ὑποδημάτων τοῦ ὑποδ. Ε. Μηνάρδου εκποιοῦνται ἀπὸ σήμερον ὑποδήματα ἀνδρικά, γυναικεῖα καὶ παιδικὰ εἰς τιμὰς ἐξευτελιστικάς. Στοὰ Ἀρσακείου (5).: [508, 1593, 740, 1731]
- main-headline: Ο κ. ΠΡΩΘΥΠΟΥΡΓΟΣ ΠΑΡΑ ΤΩ ΒΑΣΙΛΕΙ: [752, 206, 1570, 257]
- subheading: ΑΡΧΗΓΟΣ ΤΗΝ ΠΡΟΘΕΣΜΙΑΝ: [784, 1659, 982, 1676]
- ad-title: ΥΠΟΔΗΜΑΤΑ: [550, 1541, 698, 1567]
- royal-crest-icon: [589, 130, 659, 190]
- listing-item: ΑΘΗΝΑΙΟΝ. «Τὸ Χρυσόμαλλον Δέρας».: [264, 313, 494, 347]
- ad-subtitle: Ὑφηγητὴς Ἐθν. Πανεπιστημίου: [291, 1690, 467, 1704]
- column-rule: [1294, 420, 1296, 2219]
- subheading: ΑΙ ΤΡΕΙΣ ΕΚΔΟΧΑΙ: [1359, 619, 1511, 639]
- subheading: Η ΑΦΙΞΙΣ ΤΗΣ ΠΡΕΣΒΕΙΑΣ: [1329, 1444, 1541, 1464]
- subheading: ΤΟ ΝΥΚΤΕΡΙΝΟΝ: [1300, 1562, 1570, 1581]
- article-paragraph: Ἡ ἐλεωτὶα συλλογὴ τῶν Νεαπολιτῶν μυστικῶν καὶ αὐλῶν πολιτείας ἐπὶ μετὰ ἐργασίας κατὰ τῶν μεγαλοπρεπῶν Εὐρωπαϊκῶν ἀφερουσῶν ἐν τῇ Ἀχαρνῶν ἀκριβοῦς.: [264, 658, 494, 761]
